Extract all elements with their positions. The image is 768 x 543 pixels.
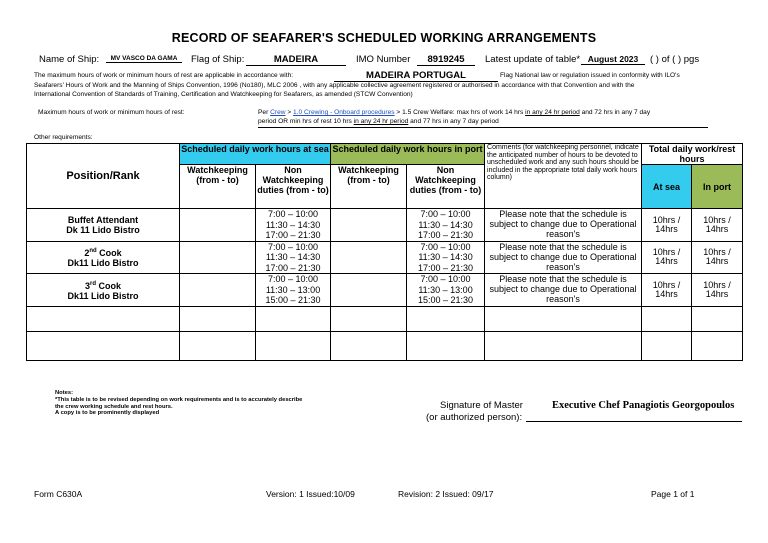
- at-sea-hours: 10hrs / 14hrs: [642, 241, 692, 274]
- comment-cell: Please note that the schedule is subject to change due to Operational reason's: [485, 209, 642, 242]
- position-cell: [27, 209, 180, 242]
- sea-watch-cell: [180, 241, 256, 274]
- crew-link[interactable]: Crew: [270, 109, 286, 116]
- ship-name-value: MV VASCO DA GAMA: [106, 55, 182, 63]
- time-range: 17:00 – 21:30: [265, 230, 321, 240]
- sea-nonwatch-cell: [256, 209, 331, 242]
- time-range: 11:30 – 14:30: [418, 252, 473, 262]
- empty-cell: [642, 306, 692, 331]
- header-port: Scheduled daily work hours in port: [331, 144, 485, 165]
- page-number: Page 1 of 1: [651, 489, 695, 499]
- time-range: 11:30 – 14:30: [265, 252, 321, 262]
- max-hours-line1: [258, 109, 650, 118]
- empty-cell: [27, 331, 180, 360]
- max-hours-per: Per: [258, 109, 269, 116]
- at-sea-hours: 10hrs / 14hrs: [642, 209, 692, 242]
- comment-cell: Please note that the schedule is subject to change due to Operational reason's: [485, 241, 642, 274]
- compliance-line1-left: The maximum hours of work or minimum hours of rest are applicable in accordance with:: [34, 72, 294, 79]
- form-number: Form C630A: [34, 489, 83, 499]
- version-info: Version: 1 Issued:10/09: [266, 489, 355, 499]
- table-row-empty: [27, 306, 743, 331]
- time-range: 15:00 – 21:30: [417, 295, 474, 305]
- sea-nonwatch-cell: [256, 241, 331, 274]
- in-port-hours: 10hrs / 14hrs: [692, 241, 743, 274]
- port-nonwatch-cell: [407, 274, 485, 307]
- time-range: 11:30 – 14:30: [418, 219, 473, 230]
- notes-block: [55, 390, 302, 417]
- time-range: 7:00 – 10:00: [267, 274, 319, 284]
- time-range: 15:00 – 21:30: [265, 295, 321, 305]
- header-total: Total daily work/rest hours: [642, 144, 743, 165]
- header-port-watch: Watchkeeping (from - to): [331, 165, 407, 209]
- flag-value: MADEIRA: [246, 54, 346, 66]
- time-range: 7:00 – 10:00: [267, 241, 319, 252]
- port-nonwatch-cell: [407, 209, 485, 242]
- position-cell: [27, 241, 180, 274]
- in-port-hours: 10hrs / 14hrs: [692, 209, 743, 242]
- sea-watch-cell: [180, 274, 256, 307]
- at-sea-hours: 10hrs / 14hrs: [642, 274, 692, 307]
- signature-label: Signature of Master: [440, 400, 523, 411]
- table-row: [27, 209, 743, 242]
- empty-cell: [407, 331, 485, 360]
- position-suffix: rd: [90, 280, 96, 287]
- empty-cell: [180, 306, 256, 331]
- empty-cell: [485, 306, 642, 331]
- flag-label: Flag of Ship:: [191, 54, 245, 65]
- time-range: 11:30 – 13:00: [265, 284, 321, 295]
- imo-label: IMO Number: [356, 54, 411, 65]
- position-suffix: nd: [89, 248, 97, 255]
- signature-name: Executive Chef Panagiotis Georgopoulos: [552, 400, 735, 411]
- position-location: Dk11 Lido Bistro: [67, 258, 139, 269]
- position-title: Buffet Attendant: [67, 214, 139, 225]
- update-label: Latest update of table*: [485, 54, 581, 65]
- compliance-line3: International Convention of Standards of Training, Certification and Watchkeeping for Seafarers, as amended (STCW Convention): [34, 91, 413, 98]
- empty-cell: [642, 331, 692, 360]
- max-hours-u1: in any 24 hr period: [525, 109, 580, 116]
- notes-line: A copy is to be prominently displayed: [55, 410, 160, 417]
- position-title: [27, 246, 179, 258]
- in-port-hours: 10hrs / 14hrs: [692, 274, 743, 307]
- time-range: 7:00 – 10:00: [420, 274, 471, 284]
- empty-cell: [407, 306, 485, 331]
- pages-indicator: ( ) of ( ) pgs: [650, 54, 700, 65]
- position-title: [27, 279, 179, 291]
- header-position: Position/Rank: [27, 144, 180, 209]
- header-port-nonwatch: Non Watchkeeping duties (from - to): [407, 165, 485, 209]
- empty-cell: [256, 306, 331, 331]
- other-requirements-label: Other requirements:: [34, 134, 93, 141]
- empty-cell: [692, 306, 743, 331]
- position-number: 3: [84, 280, 90, 291]
- position-role: Cook: [96, 280, 122, 291]
- max-hours-rest2: and 72 hrs in any 7 day: [581, 109, 651, 116]
- max-hours-sep: >: [287, 109, 292, 116]
- time-range: 17:00 – 21:30: [417, 262, 474, 273]
- notes-line: the crew working schedule and rest hours.: [55, 403, 173, 410]
- max-hours-line2a: period OR min hrs of rest 10 hrs: [258, 118, 352, 125]
- empty-cell: [256, 331, 331, 360]
- empty-cell: [485, 331, 642, 360]
- port-watch-cell: [331, 274, 407, 307]
- sea-nonwatch-cell: [256, 274, 331, 307]
- notes-heading: Notes:: [55, 390, 74, 396]
- signature-line: [526, 421, 742, 422]
- revision-info: Revision: 2 Issued: 09/17: [398, 489, 494, 499]
- table-row: [27, 274, 743, 307]
- comment-cell: Please note that the schedule is subject to change due to Operational reason's: [485, 274, 642, 307]
- compliance-line1-right: Flag National law or regulation issued in conformity with ILO's: [500, 72, 680, 79]
- time-range: 7:00 – 10:00: [420, 241, 471, 252]
- position-location: Dk11 Lido Bistro: [67, 290, 139, 301]
- empty-cell: [180, 331, 256, 360]
- signature-label-sub: (or authorized person):: [426, 412, 523, 423]
- update-value: August 2023: [581, 54, 645, 65]
- header-sea: Scheduled daily work hours at sea: [180, 144, 331, 165]
- port-nonwatch-cell: [407, 241, 485, 274]
- table-row: [27, 241, 743, 274]
- position-cell: [27, 274, 180, 307]
- empty-cell: [331, 306, 407, 331]
- header-comments: Comments (for watchkeeping personnel, indicate the anticipated number of hours to be devoted to unscheduled work and any such hours should be included in the appropriate total daily work hours column): [485, 144, 642, 209]
- header-in-port: In port: [692, 165, 743, 209]
- notes-line: *This table is to be revised depending on work requirements and is to accurately describe: [55, 396, 303, 403]
- time-range: 17:00 – 21:30: [265, 262, 321, 273]
- crewing-procedures-link[interactable]: 1.0 Crewing - Onboard procedures: [293, 109, 395, 116]
- position-role: Cook: [96, 248, 122, 259]
- max-hours-rest1: > 1.5 Crew Welfare: max hrs of work 14 hrs: [396, 109, 524, 116]
- time-range: 11:30 – 14:30: [265, 219, 321, 230]
- empty-cell: [692, 331, 743, 360]
- header-sea-nonwatch: Non Watchkeeping duties (from - to): [256, 165, 331, 209]
- port-watch-cell: [331, 209, 407, 242]
- compliance-line2: Seafarers' Hours of Work and the Manning of Ships Convention, 1996 (No180), MLC 2006 , with any applicable collective agreement registered or authorised in accordance with that Convention and with the: [34, 82, 635, 89]
- position-location: Dk 11 Lido Bistro: [66, 224, 140, 235]
- table-row-empty: [27, 331, 743, 360]
- header-at-sea: At sea: [642, 165, 692, 209]
- schedule-table: [26, 143, 743, 361]
- time-range: 7:00 – 10:00: [267, 209, 319, 219]
- empty-cell: [27, 306, 180, 331]
- time-range: 17:00 – 21:30: [417, 230, 474, 240]
- page-title: RECORD OF SEAFARER'S SCHEDULED WORKING ARRANGEMENTS: [171, 31, 597, 45]
- time-range: 11:30 – 13:00: [418, 284, 473, 295]
- sea-watch-cell: [180, 209, 256, 242]
- max-hours-line2b: and 77 hrs in any 7 day period: [410, 118, 499, 125]
- max-hours-line2: [258, 118, 708, 128]
- ship-name-label: Name of Ship:: [39, 54, 100, 65]
- time-range: 7:00 – 10:00: [420, 209, 471, 219]
- empty-cell: [331, 331, 407, 360]
- port-watch-cell: [331, 241, 407, 274]
- header-sea-watch: Watchkeeping (from - to): [180, 165, 256, 209]
- compliance-law-value: MADEIRA PORTUGAL: [334, 70, 498, 82]
- max-hours-u2: in any 24 hr period: [353, 118, 409, 125]
- position-number: 2: [84, 248, 90, 259]
- imo-value: 8919245: [417, 54, 475, 66]
- max-hours-label: Maximum hours of work or minimum hours of rest:: [38, 109, 185, 116]
